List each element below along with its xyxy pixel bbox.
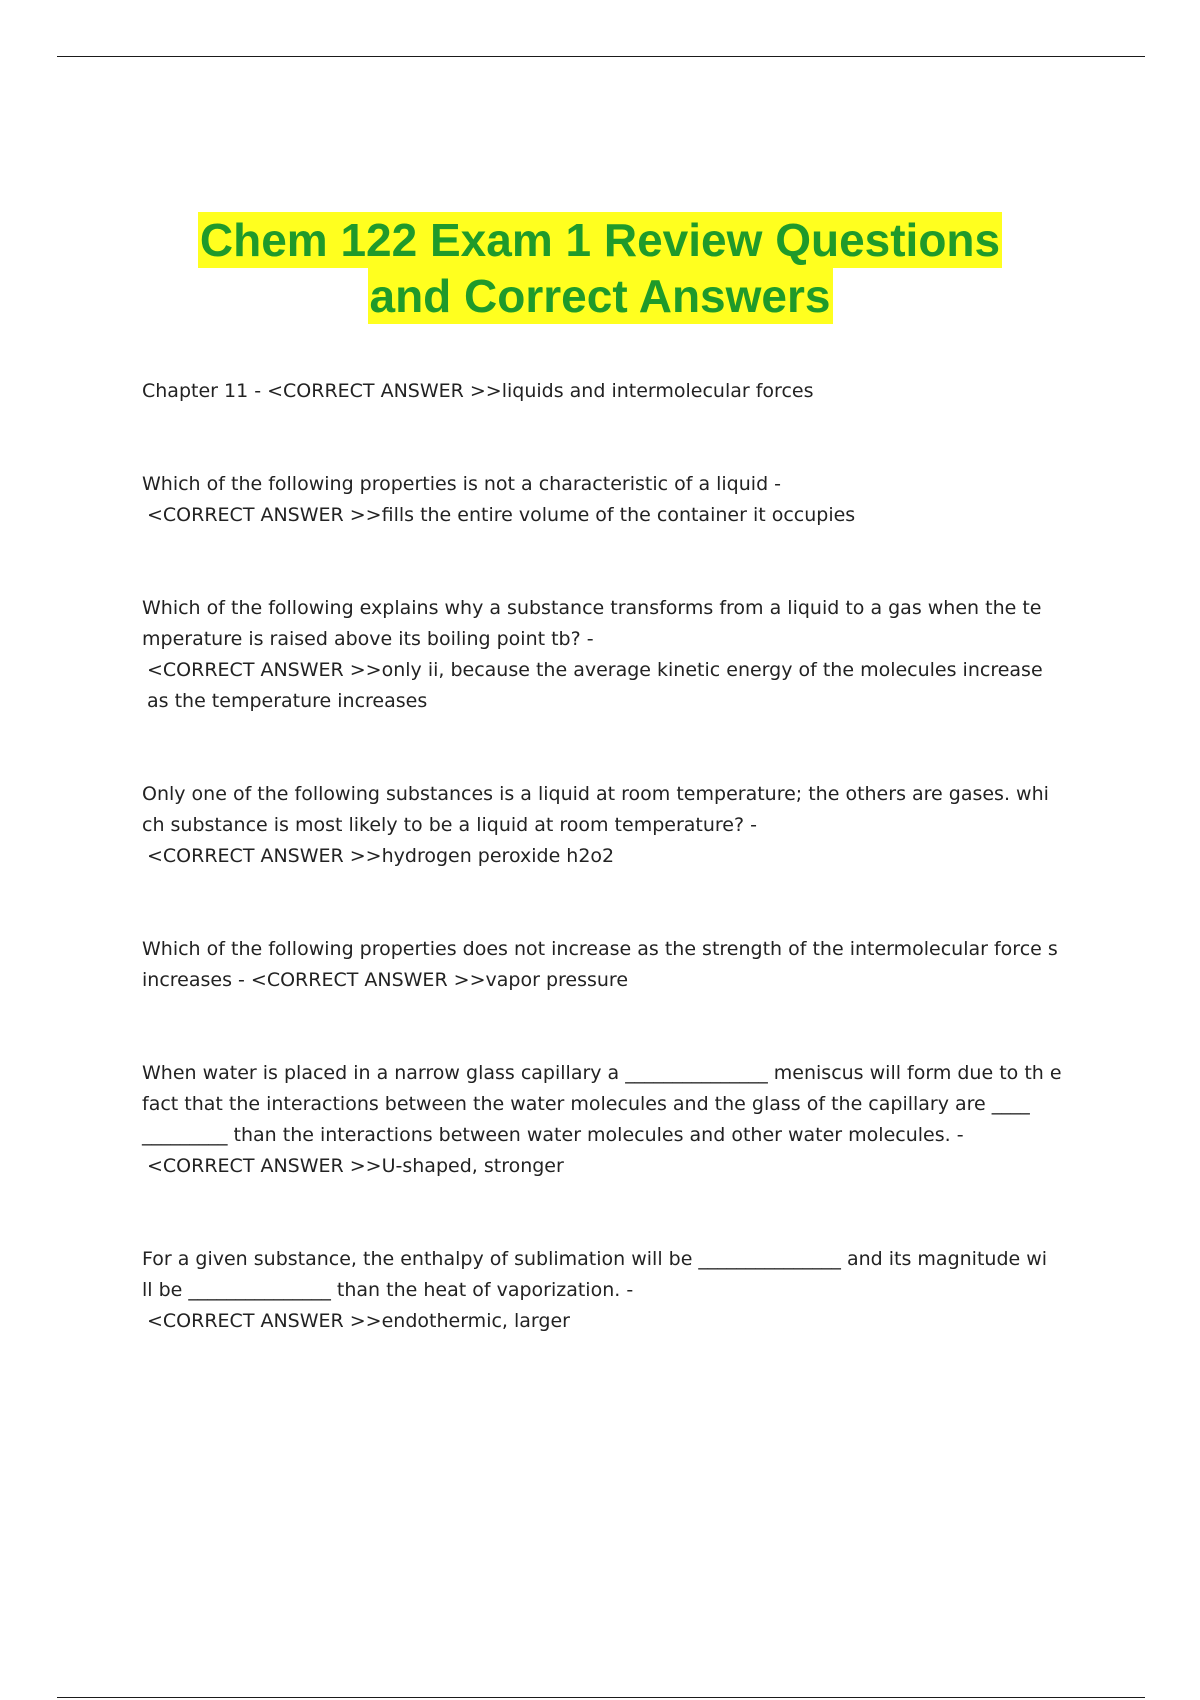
answer-text: <CORRECT ANSWER >>hydrogen peroxide h2o2 xyxy=(147,845,615,867)
answer-text: <CORRECT ANSWER >>U-shaped, stronger xyxy=(147,1155,564,1177)
header-rule xyxy=(57,56,1145,57)
title-line-2: and Correct Answers xyxy=(369,270,831,322)
qa-item xyxy=(142,593,1062,717)
qa-item xyxy=(142,1244,1062,1337)
footer-rule xyxy=(57,1697,1145,1698)
answer-text: <CORRECT ANSWER >>fills the entire volume of the container it occupies xyxy=(147,504,856,526)
qa-item xyxy=(142,934,1062,996)
qa-list xyxy=(142,376,1062,1399)
question-text: Only one of the following substances is a liquid at room temperature; the others are gases. whi ch substance is most likely to be a liquid at room temperature? - xyxy=(142,783,1049,836)
document-title xyxy=(0,212,1200,324)
answer-text: <CORRECT ANSWER >>only ii, because the average kinetic energy of the molecules increase as the temperature increases xyxy=(147,659,1043,712)
question-text: Chapter 11 - <CORRECT ANSWER >>liquids and intermolecular forces xyxy=(142,380,814,402)
question-text: Which of the following explains why a substance transforms from a liquid to a gas when the te mperature is raised above its boiling point tb? - xyxy=(142,597,1042,650)
question-text: Which of the following properties is not a characteristic of a liquid - xyxy=(142,473,782,495)
qa-item xyxy=(142,1058,1062,1182)
qa-item xyxy=(142,376,1062,407)
qa-item xyxy=(142,469,1062,531)
question-text: When water is placed in a narrow glass capillary a _______________ meniscus will form due to th e fact that the interactions between the water molecules and the glass of the capillary are ____ _________ than the interactions between water molecules and other water molecules. - xyxy=(142,1062,1062,1146)
qa-item xyxy=(142,779,1062,872)
question-text: For a given substance, the enthalpy of sublimation will be _______________ and its magnitude wi ll be _______________ than the heat of vaporization. - xyxy=(142,1248,1048,1301)
answer-text: <CORRECT ANSWER >>endothermic, larger xyxy=(147,1310,570,1332)
title-line-1: Chem 122 Exam 1 Review Questions xyxy=(199,214,1001,266)
question-text: Which of the following properties does not increase as the strength of the intermolecular force s increases - <CORRECT ANSWER >>vapor pressure xyxy=(142,938,1058,991)
